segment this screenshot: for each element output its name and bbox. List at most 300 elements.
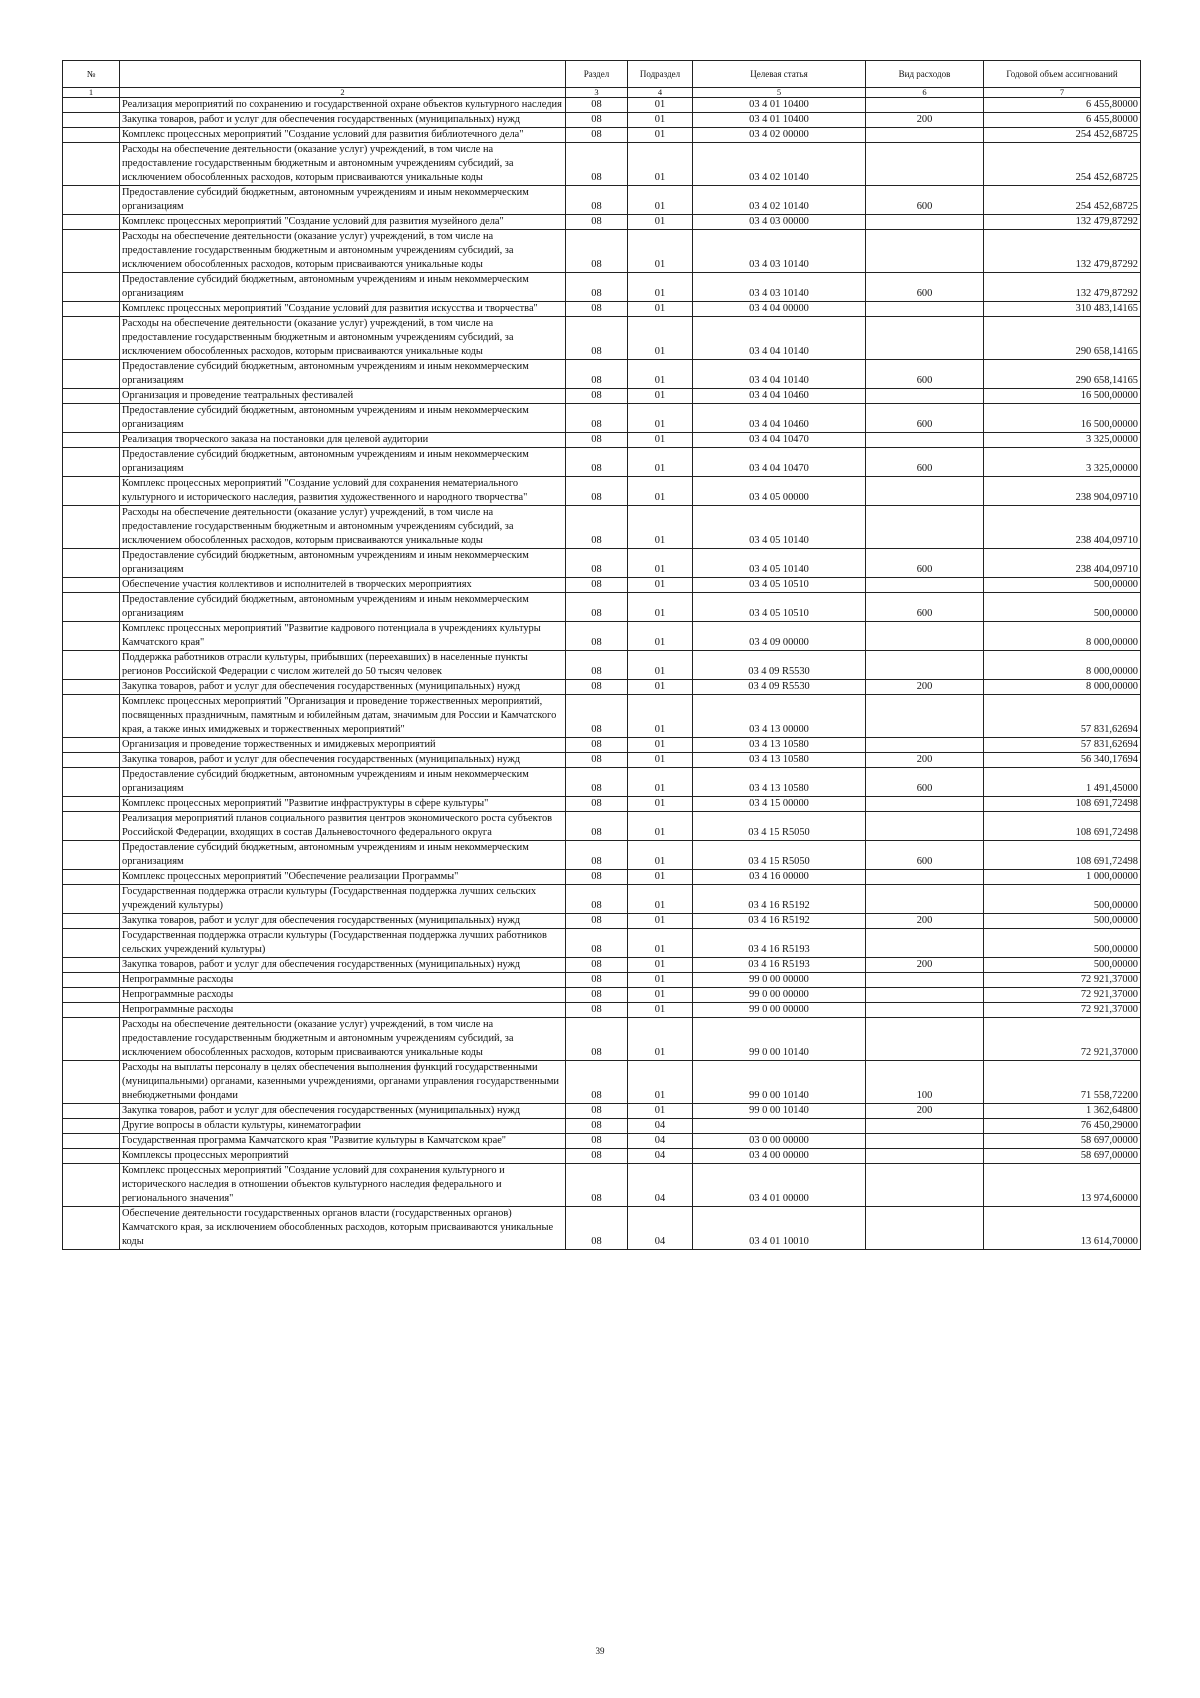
table-row	[63, 448, 1141, 477]
budget-table	[62, 60, 1141, 1250]
table-row	[63, 812, 1141, 841]
row-name: Комплекс процессных мероприятий "Создание условий для развития искусства и творчества"	[120, 302, 566, 317]
amount-cell: 108 691,72498	[984, 797, 1141, 812]
expense-type-cell: 600	[866, 404, 984, 433]
razdel-cell: 08	[566, 113, 628, 128]
podrazdel-cell: 01	[628, 841, 693, 870]
razdel-cell: 08	[566, 404, 628, 433]
expense-type-cell	[866, 1207, 984, 1250]
num-cell	[63, 1134, 120, 1149]
razdel-cell: 08	[566, 317, 628, 360]
target-article-cell: 03 4 04 10460	[693, 404, 866, 433]
table-row	[63, 186, 1141, 215]
table-row	[63, 113, 1141, 128]
num-cell	[63, 870, 120, 885]
podrazdel-cell: 01	[628, 477, 693, 506]
target-article-cell: 99 0 00 00000	[693, 1003, 866, 1018]
razdel-cell: 08	[566, 680, 628, 695]
expense-type-cell	[866, 506, 984, 549]
amount-cell: 1 362,64800	[984, 1104, 1141, 1119]
razdel-cell: 08	[566, 273, 628, 302]
table-row	[63, 753, 1141, 768]
num-cell	[63, 622, 120, 651]
expense-type-cell: 200	[866, 914, 984, 929]
num-cell	[63, 958, 120, 973]
podrazdel-cell: 01	[628, 885, 693, 914]
podrazdel-cell: 01	[628, 914, 693, 929]
row-name: Закупка товаров, работ и услуг для обеспечения государственных (муниципальных) нужд	[120, 753, 566, 768]
target-article-cell: 03 4 04 10460	[693, 389, 866, 404]
num-cell	[63, 389, 120, 404]
num-cell	[63, 738, 120, 753]
row-name: Расходы на обеспечение деятельности (оказание услуг) учреждений, в том числе на предоставление государственным бюджетным и автономным учреждениям субсидий, за исключением обособленных расходов, которым присваиваются уникальные коды	[120, 506, 566, 549]
podrazdel-cell: 01	[628, 812, 693, 841]
expense-type-cell	[866, 973, 984, 988]
table-row	[63, 360, 1141, 389]
table-row	[63, 578, 1141, 593]
target-article-cell: 03 4 13 10580	[693, 738, 866, 753]
amount-cell: 310 483,14165	[984, 302, 1141, 317]
num-cell	[63, 360, 120, 389]
table-row	[63, 651, 1141, 680]
column-index-row	[63, 88, 1141, 98]
table-row	[63, 1104, 1141, 1119]
amount-cell: 72 921,37000	[984, 1018, 1141, 1061]
amount-cell: 72 921,37000	[984, 988, 1141, 1003]
podrazdel-cell: 01	[628, 506, 693, 549]
target-article-cell: 03 4 13 00000	[693, 695, 866, 738]
amount-cell: 1 000,00000	[984, 870, 1141, 885]
razdel-cell: 08	[566, 477, 628, 506]
razdel-cell: 08	[566, 885, 628, 914]
table-row	[63, 958, 1141, 973]
num-cell	[63, 812, 120, 841]
row-name: Реализация мероприятий планов социального развития центров экономического роста субъектов Российской Федерации, входящих в состав Дальневосточного федерального округа	[120, 812, 566, 841]
target-article-cell: 03 4 15 R5050	[693, 841, 866, 870]
podrazdel-cell: 01	[628, 186, 693, 215]
table-row	[63, 477, 1141, 506]
row-name: Реализация творческого заказа на постановки для целевой аудитории	[120, 433, 566, 448]
podrazdel-cell: 01	[628, 230, 693, 273]
razdel-cell: 08	[566, 506, 628, 549]
razdel-cell: 08	[566, 812, 628, 841]
target-article-cell: 03 4 04 10470	[693, 448, 866, 477]
razdel-cell: 08	[566, 651, 628, 680]
podrazdel-cell: 04	[628, 1207, 693, 1250]
table-row	[63, 1164, 1141, 1207]
razdel-cell: 08	[566, 1104, 628, 1119]
table-row	[63, 389, 1141, 404]
num-cell	[63, 1104, 120, 1119]
podrazdel-cell: 01	[628, 302, 693, 317]
expense-type-cell: 200	[866, 753, 984, 768]
row-name: Закупка товаров, работ и услуг для обеспечения государственных (муниципальных) нужд	[120, 680, 566, 695]
row-name: Расходы на обеспечение деятельности (оказание услуг) учреждений, в том числе на предоставление государственным бюджетным и автономным учреждениям субсидий, за исключением обособленных расходов, которым присваиваются уникальные коды	[120, 230, 566, 273]
razdel-cell: 08	[566, 389, 628, 404]
target-article-cell: 03 4 01 10010	[693, 1207, 866, 1250]
target-article-cell: 03 4 04 10140	[693, 360, 866, 389]
table-row	[63, 1207, 1141, 1250]
podrazdel-cell: 01	[628, 738, 693, 753]
expense-type-cell	[866, 988, 984, 1003]
target-article-cell: 99 0 00 10140	[693, 1018, 866, 1061]
podrazdel-cell: 01	[628, 273, 693, 302]
amount-cell: 16 500,00000	[984, 404, 1141, 433]
amount-cell: 6 455,80000	[984, 113, 1141, 128]
table-row	[63, 1134, 1141, 1149]
amount-cell: 254 452,68725	[984, 128, 1141, 143]
table-row	[63, 1003, 1141, 1018]
expense-type-cell: 200	[866, 1104, 984, 1119]
amount-cell: 8 000,00000	[984, 622, 1141, 651]
row-name: Обеспечение деятельности государственных органов власти (государственных органов) Камчатского края, за исключением обособленных расходов, которым присваиваются уникальные коды	[120, 1207, 566, 1250]
expense-type-cell	[866, 389, 984, 404]
target-article-cell: 03 4 01 10400	[693, 98, 866, 113]
amount-cell: 58 697,00000	[984, 1134, 1141, 1149]
expense-type-cell	[866, 797, 984, 812]
target-article-cell: 03 4 03 00000	[693, 215, 866, 230]
target-article-cell: 03 4 15 R5050	[693, 812, 866, 841]
table-row	[63, 841, 1141, 870]
amount-cell: 254 452,68725	[984, 186, 1141, 215]
target-article-cell: 03 4 02 10140	[693, 143, 866, 186]
razdel-cell: 08	[566, 768, 628, 797]
target-article-cell: 03 4 01 10400	[693, 113, 866, 128]
podrazdel-cell: 01	[628, 549, 693, 578]
podrazdel-cell: 01	[628, 593, 693, 622]
razdel-cell: 08	[566, 448, 628, 477]
table-row	[63, 404, 1141, 433]
row-name: Расходы на обеспечение деятельности (оказание услуг) учреждений, в том числе на предоставление государственным бюджетным и автономным учреждениям субсидий, за исключением обособленных расходов, которым присваиваются уникальные коды	[120, 1018, 566, 1061]
table-body	[63, 98, 1141, 1250]
column-index: 7	[984, 88, 1141, 98]
razdel-cell: 08	[566, 1003, 628, 1018]
target-article-cell: 03 4 04 10140	[693, 317, 866, 360]
table-row	[63, 317, 1141, 360]
razdel-cell: 08	[566, 1061, 628, 1104]
podrazdel-cell: 01	[628, 317, 693, 360]
row-name: Предоставление субсидий бюджетным, автономным учреждениям и иным некоммерческим организациям	[120, 768, 566, 797]
podrazdel-cell: 04	[628, 1119, 693, 1134]
target-article-cell: 03 4 04 00000	[693, 302, 866, 317]
podrazdel-cell: 01	[628, 360, 693, 389]
column-index: 6	[866, 88, 984, 98]
row-name: Организация и проведение торжественных и имиджевых мероприятий	[120, 738, 566, 753]
podrazdel-cell: 01	[628, 680, 693, 695]
target-article-cell: 03 4 16 00000	[693, 870, 866, 885]
num-cell	[63, 753, 120, 768]
target-article-cell: 03 4 09 R5530	[693, 680, 866, 695]
num-cell	[63, 113, 120, 128]
podrazdel-cell: 01	[628, 98, 693, 113]
podrazdel-cell: 01	[628, 1061, 693, 1104]
razdel-cell: 08	[566, 841, 628, 870]
target-article-cell: 99 0 00 10140	[693, 1104, 866, 1119]
budget-sheet	[62, 60, 1140, 1250]
table-row	[63, 1018, 1141, 1061]
expense-type-cell	[866, 738, 984, 753]
header-target-article: Целевая статья	[693, 61, 866, 88]
razdel-cell: 08	[566, 1134, 628, 1149]
header-expense-type: Вид расходов	[866, 61, 984, 88]
amount-cell: 500,00000	[984, 914, 1141, 929]
row-name: Предоставление субсидий бюджетным, автономным учреждениям и иным некоммерческим организациям	[120, 404, 566, 433]
column-index: 5	[693, 88, 866, 98]
razdel-cell: 08	[566, 230, 628, 273]
razdel-cell: 08	[566, 143, 628, 186]
row-name: Непрограммные расходы	[120, 1003, 566, 1018]
razdel-cell: 08	[566, 988, 628, 1003]
target-article-cell: 03 4 05 00000	[693, 477, 866, 506]
podrazdel-cell: 01	[628, 389, 693, 404]
expense-type-cell: 200	[866, 113, 984, 128]
razdel-cell: 08	[566, 870, 628, 885]
razdel-cell: 08	[566, 753, 628, 768]
expense-type-cell	[866, 812, 984, 841]
target-article-cell: 03 4 13 10580	[693, 768, 866, 797]
podrazdel-cell: 01	[628, 958, 693, 973]
row-name: Расходы на выплаты персоналу в целях обеспечения выполнения функций государственными (муниципальными) органами, казенными учреждениями, органами управления государственными внебюджетными фондами	[120, 1061, 566, 1104]
target-article-cell: 03 4 03 10140	[693, 273, 866, 302]
target-article-cell: 03 4 16 R5193	[693, 958, 866, 973]
table-row	[63, 143, 1141, 186]
row-name: Расходы на обеспечение деятельности (оказание услуг) учреждений, в том числе на предоставление государственным бюджетным и автономным учреждениям субсидий, за исключением обособленных расходов, которым присваиваются уникальные коды	[120, 143, 566, 186]
target-article-cell: 03 4 01 00000	[693, 1164, 866, 1207]
target-article-cell: 03 4 16 R5192	[693, 914, 866, 929]
razdel-cell: 08	[566, 929, 628, 958]
expense-type-cell: 200	[866, 958, 984, 973]
expense-type-cell	[866, 215, 984, 230]
podrazdel-cell: 01	[628, 433, 693, 448]
table-row	[63, 215, 1141, 230]
expense-type-cell	[866, 143, 984, 186]
num-cell	[63, 929, 120, 958]
amount-cell: 3 325,00000	[984, 433, 1141, 448]
target-article-cell: 03 4 02 00000	[693, 128, 866, 143]
num-cell	[63, 230, 120, 273]
row-name: Закупка товаров, работ и услуг для обеспечения государственных (муниципальных) нужд	[120, 1104, 566, 1119]
num-cell	[63, 680, 120, 695]
num-cell	[63, 1164, 120, 1207]
razdel-cell: 08	[566, 622, 628, 651]
expense-type-cell	[866, 230, 984, 273]
amount-cell: 500,00000	[984, 958, 1141, 973]
expense-type-cell	[866, 929, 984, 958]
amount-cell: 108 691,72498	[984, 812, 1141, 841]
razdel-cell: 08	[566, 695, 628, 738]
razdel-cell: 08	[566, 1018, 628, 1061]
table-row	[63, 593, 1141, 622]
header-podrazdel: Подраздел	[628, 61, 693, 88]
num-cell	[63, 1207, 120, 1250]
row-name: Предоставление субсидий бюджетным, автономным учреждениям и иным некоммерческим организациям	[120, 549, 566, 578]
row-name: Предоставление субсидий бюджетным, автономным учреждениям и иным некоммерческим организациям	[120, 186, 566, 215]
row-name: Закупка товаров, работ и услуг для обеспечения государственных (муниципальных) нужд	[120, 958, 566, 973]
row-name: Закупка товаров, работ и услуг для обеспечения государственных (муниципальных) нужд	[120, 914, 566, 929]
expense-type-cell	[866, 578, 984, 593]
expense-type-cell	[866, 885, 984, 914]
podrazdel-cell: 01	[628, 797, 693, 812]
razdel-cell: 08	[566, 914, 628, 929]
num-cell	[63, 1061, 120, 1104]
amount-cell: 57 831,62694	[984, 695, 1141, 738]
num-cell	[63, 578, 120, 593]
amount-cell: 108 691,72498	[984, 841, 1141, 870]
expense-type-cell	[866, 98, 984, 113]
row-name: Комплекс процессных мероприятий "Создание условий для сохранения нематериального культурного и исторического наследия, развития художественного и народного творчества"	[120, 477, 566, 506]
target-article-cell: 03 4 15 00000	[693, 797, 866, 812]
table-row	[63, 506, 1141, 549]
target-article-cell: 03 4 02 10140	[693, 186, 866, 215]
podrazdel-cell: 01	[628, 973, 693, 988]
num-cell	[63, 98, 120, 113]
num-cell	[63, 797, 120, 812]
table-row	[63, 680, 1141, 695]
amount-cell: 132 479,87292	[984, 230, 1141, 273]
podrazdel-cell: 01	[628, 768, 693, 797]
column-index: 2	[120, 88, 566, 98]
amount-cell: 71 558,72200	[984, 1061, 1141, 1104]
table-row	[63, 1119, 1141, 1134]
expense-type-cell	[866, 651, 984, 680]
num-cell	[63, 988, 120, 1003]
amount-cell: 3 325,00000	[984, 448, 1141, 477]
num-cell	[63, 302, 120, 317]
razdel-cell: 08	[566, 593, 628, 622]
target-article-cell: 03 4 09 00000	[693, 622, 866, 651]
num-cell	[63, 1119, 120, 1134]
target-article-cell: 03 4 16 R5193	[693, 929, 866, 958]
target-article-cell	[693, 1119, 866, 1134]
row-name: Закупка товаров, работ и услуг для обеспечения государственных (муниципальных) нужд	[120, 113, 566, 128]
amount-cell: 13 974,60000	[984, 1164, 1141, 1207]
razdel-cell: 08	[566, 549, 628, 578]
table-row	[63, 622, 1141, 651]
expense-type-cell: 600	[866, 448, 984, 477]
target-article-cell: 99 0 00 00000	[693, 973, 866, 988]
row-name: Комплекс процессных мероприятий "Обеспечение реализации Программы"	[120, 870, 566, 885]
razdel-cell: 08	[566, 797, 628, 812]
podrazdel-cell: 01	[628, 113, 693, 128]
target-article-cell: 03 4 04 10470	[693, 433, 866, 448]
table-row	[63, 768, 1141, 797]
amount-cell: 72 921,37000	[984, 973, 1141, 988]
num-cell	[63, 593, 120, 622]
row-name: Поддержка работников отрасли культуры, прибывших (переехавших) в населенные пункты регионов Российской Федерации с числом жителей до 50 тысяч человек	[120, 651, 566, 680]
table-row	[63, 433, 1141, 448]
podrazdel-cell: 04	[628, 1164, 693, 1207]
amount-cell: 500,00000	[984, 929, 1141, 958]
num-cell	[63, 885, 120, 914]
podrazdel-cell: 01	[628, 988, 693, 1003]
table-row	[63, 1061, 1141, 1104]
num-cell	[63, 651, 120, 680]
podrazdel-cell: 01	[628, 651, 693, 680]
column-index: 3	[566, 88, 628, 98]
num-cell	[63, 973, 120, 988]
row-name: Комплексы процессных мероприятий	[120, 1149, 566, 1164]
podrazdel-cell: 01	[628, 695, 693, 738]
podrazdel-cell: 01	[628, 870, 693, 885]
expense-type-cell	[866, 1003, 984, 1018]
num-cell	[63, 273, 120, 302]
podrazdel-cell: 01	[628, 215, 693, 230]
amount-cell: 8 000,00000	[984, 680, 1141, 695]
target-article-cell: 99 0 00 10140	[693, 1061, 866, 1104]
num-cell	[63, 549, 120, 578]
num-cell	[63, 433, 120, 448]
amount-cell: 238 404,09710	[984, 506, 1141, 549]
row-name: Комплекс процессных мероприятий "Организация и проведение торжественных мероприятий, посвященных праздничным, памятным и юбилейным датам, значимым для России и Камчатского края, а также иных имиджевых и торжественных мероприятий"	[120, 695, 566, 738]
column-index: 1	[63, 88, 120, 98]
row-name: Комплекс процессных мероприятий "Создание условий для развития библиотечного дела"	[120, 128, 566, 143]
row-name: Обеспечение участия коллективов и исполнителей в творческих мероприятиях	[120, 578, 566, 593]
row-name: Непрограммные расходы	[120, 988, 566, 1003]
num-cell	[63, 143, 120, 186]
target-article-cell: 03 0 00 00000	[693, 1134, 866, 1149]
row-name: Комплекс процессных мероприятий "Создание условий для развития музейного дела"	[120, 215, 566, 230]
amount-cell: 238 904,09710	[984, 477, 1141, 506]
podrazdel-cell: 01	[628, 753, 693, 768]
table-row	[63, 302, 1141, 317]
amount-cell: 132 479,87292	[984, 215, 1141, 230]
expense-type-cell	[866, 870, 984, 885]
target-article-cell: 03 4 05 10510	[693, 593, 866, 622]
target-article-cell: 03 4 13 10580	[693, 753, 866, 768]
num-cell	[63, 317, 120, 360]
row-name: Другие вопросы в области культуры, кинематографии	[120, 1119, 566, 1134]
row-name: Комплекс процессных мероприятий "Развитие кадрового потенциала в учреждениях культуры Камчатского края"	[120, 622, 566, 651]
expense-type-cell	[866, 1119, 984, 1134]
podrazdel-cell: 01	[628, 404, 693, 433]
num-cell	[63, 1018, 120, 1061]
amount-cell: 290 658,14165	[984, 317, 1141, 360]
amount-cell: 238 404,09710	[984, 549, 1141, 578]
amount-cell: 57 831,62694	[984, 738, 1141, 753]
target-article-cell: 03 4 05 10510	[693, 578, 866, 593]
num-cell	[63, 1149, 120, 1164]
amount-cell: 16 500,00000	[984, 389, 1141, 404]
row-name: Предоставление субсидий бюджетным, автономным учреждениям и иным некоммерческим организациям	[120, 273, 566, 302]
header-razdel: Раздел	[566, 61, 628, 88]
expense-type-cell	[866, 302, 984, 317]
expense-type-cell: 600	[866, 768, 984, 797]
amount-cell: 58 697,00000	[984, 1149, 1141, 1164]
expense-type-cell	[866, 477, 984, 506]
podrazdel-cell: 01	[628, 143, 693, 186]
podrazdel-cell: 01	[628, 448, 693, 477]
target-article-cell: 99 0 00 00000	[693, 988, 866, 1003]
razdel-cell: 08	[566, 578, 628, 593]
table-row	[63, 929, 1141, 958]
table-row	[63, 738, 1141, 753]
num-cell	[63, 186, 120, 215]
row-name: Предоставление субсидий бюджетным, автономным учреждениям и иным некоммерческим организациям	[120, 448, 566, 477]
razdel-cell: 08	[566, 1149, 628, 1164]
amount-cell: 254 452,68725	[984, 143, 1141, 186]
table-row	[63, 914, 1141, 929]
row-name: Предоставление субсидий бюджетным, автономным учреждениям и иным некоммерческим организациям	[120, 841, 566, 870]
expense-type-cell: 600	[866, 273, 984, 302]
podrazdel-cell: 01	[628, 1018, 693, 1061]
expense-type-cell: 600	[866, 593, 984, 622]
num-cell	[63, 1003, 120, 1018]
table-row	[63, 128, 1141, 143]
expense-type-cell: 200	[866, 680, 984, 695]
razdel-cell: 08	[566, 302, 628, 317]
expense-type-cell	[866, 622, 984, 651]
row-name: Реализация мероприятий по сохранению и государственной охране объектов культурного наследия	[120, 98, 566, 113]
